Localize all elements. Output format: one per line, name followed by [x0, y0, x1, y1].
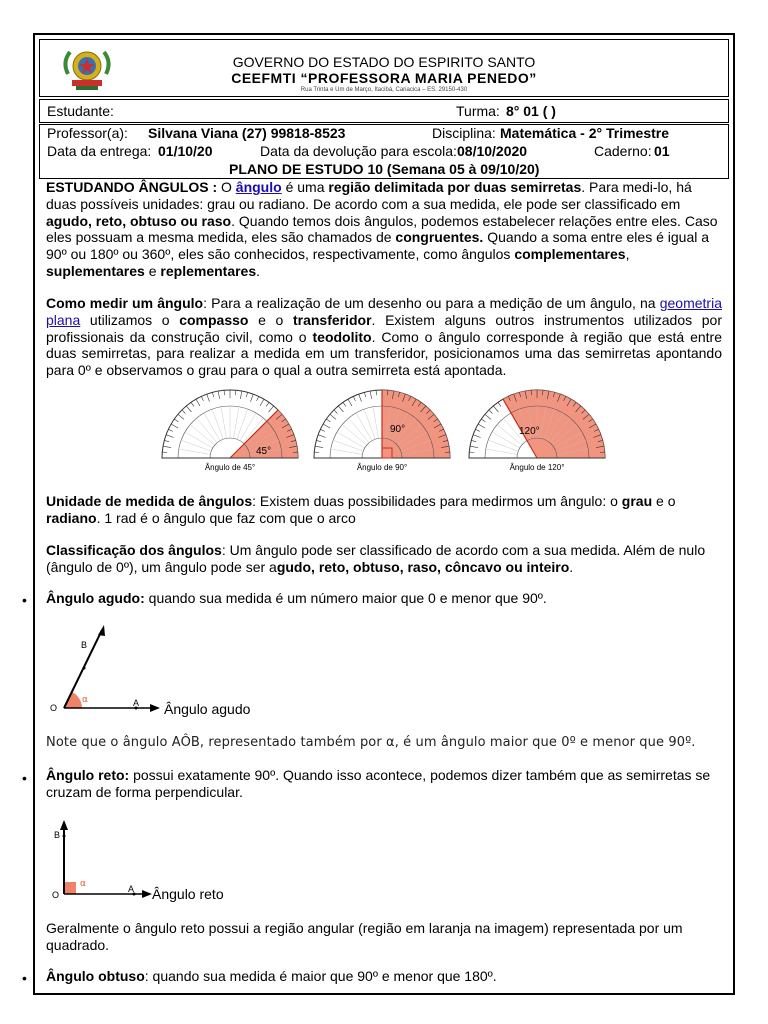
delivery-label: Data da entrega: [47, 143, 152, 159]
protractor-angle-label: 45° [256, 446, 272, 457]
protractor-caption: Ângulo de 90° [356, 463, 408, 472]
right-figure-label: Ângulo reto [152, 886, 224, 902]
protractor-3 [469, 390, 605, 472]
how-to-measure-paragraph: Como medir um ângulo: Para a realização de um desenho ou para a medição de um ângulo, na geometria plana utilizamos o compasso e o transferidor. Existem alguns outros instrumentos utilizados por profissionais da construção civil, como o teodolito. Como o ângulo corresponde à região que está entre duas semirretas, para realizar a medida em um transferidor, posicionamos uma das semirretas apontando para 0º e observamos o grau para o qual a outra semirreta está apontada. [46, 295, 722, 379]
protractor-angle-label: 90° [390, 424, 406, 435]
student-label: Estudante: [47, 103, 114, 119]
government-title: GOVERNO DO ESTADO DO ESPIRITO SANTO [232, 54, 536, 70]
angle-link[interactable]: ângulo [235, 179, 282, 195]
protractor-angle-label: 120° [519, 426, 540, 437]
right-paragraph: Ângulo reto: possui exatamente 90º. Quando isso acontece, podemos dizer também que as semirretas se cruzam de forma perpendicular. [46, 767, 711, 800]
acute-note: Note que o ângulo AÔB, representado também por α, é um ângulo maior que 0º e menor que 90º. [46, 735, 696, 750]
subject-label: Disciplina: [432, 125, 496, 141]
acute-angle-figure [44, 620, 174, 720]
return-label: Data da devolução para escola: [260, 143, 457, 159]
class-label: Turma: [456, 103, 500, 119]
return-value: 08/10/2020 [457, 143, 528, 159]
acute-paragraph: Ângulo agudo: quando sua medida é um número maior que 0 e menor que 90º. [46, 590, 547, 606]
label-a: A [133, 698, 140, 708]
acute-figure-label: Ângulo agudo [164, 701, 251, 717]
bullet-icon: • [22, 770, 27, 786]
delivery-value: 01/10/20 [158, 143, 213, 159]
notebook-value: 01 [654, 143, 670, 159]
plan-title: PLANO DE ESTUDO 10 (Semana 05 à 09/10/20) [229, 161, 540, 177]
classification-paragraph: Classificação dos ângulos: Um ângulo pode ser classificado de acordo com a sua medida. Além de nulo (ângulo de 0º), um ângulo pode ser agudo, reto, obtuso, raso, côncavo ou inteiro. [46, 542, 706, 575]
right-angle-figure [44, 818, 164, 902]
protractor-figures [150, 388, 620, 476]
obtuse-paragraph: Ângulo obtuso: quando sua medida é maior que 90º e menor que 180º. [46, 968, 497, 984]
school-name: CEEFMTI “PROFESSORA MARIA PENEDO” [231, 70, 537, 86]
subject-value: Matemática - 2° Trimestre [500, 125, 670, 141]
intro-paragraph: ESTUDANDO ÂNGULOS : O ângulo é uma região delimitada por duas semirretas. Para medi-lo, há duas possíveis unidades: grau ou radiano. De acordo com a sua medida, ele pode ser classificado em agudo, reto, obtuso ou raso. Quando temos dois ângulos, podemos estabelecer relações entre eles. Caso eles possuam a mesma medida, eles são chamados de congruentes. Quando a soma entre eles é igual a 90º ou 180º ou 360º, eles são conhecidos, respectivamente, como ângulos complementares, suplementares e replementares. [46, 179, 718, 279]
teacher-block [39, 124, 729, 179]
teacher-label: Professor(a): [47, 125, 128, 141]
protractor-1 [162, 390, 298, 472]
label-alpha: α [80, 879, 86, 889]
protractor-2 [314, 390, 450, 472]
school-address: Rua Trinta e Um de Março, Itacibá, Cariacica – ES. 29150-430 [300, 87, 468, 93]
notebook-label: Caderno: [594, 143, 652, 159]
intro-heading: ESTUDANDO ÂNGULOS : [46, 179, 218, 195]
protractor-caption: Ângulo de 45° [204, 463, 256, 472]
classification-heading: Classificação dos ângulos [46, 542, 222, 558]
student-row [39, 99, 729, 123]
label-o: O [52, 890, 60, 900]
protractor-caption: Ângulo de 120° [509, 463, 565, 472]
plane-geometry-link[interactable]: geometria plana [46, 295, 722, 328]
how-to-measure-heading: Como medir um ângulo [46, 295, 204, 311]
right-note: Geralmente o ângulo reto possui a região angular (região em laranja na imagem) representada por um quadrado. [46, 920, 683, 953]
teacher-value: Silvana Viana (27) 99818-8523 [148, 125, 346, 141]
label-o: O [50, 703, 58, 713]
bullet-icon: • [22, 592, 27, 608]
bullet-icon: • [22, 970, 27, 986]
label-alpha: α [82, 695, 88, 705]
class-value: 8° 01 ( ) [506, 103, 556, 119]
label-b: B [81, 640, 88, 650]
unit-heading: Unidade de medida de ângulos [46, 493, 253, 509]
unit-paragraph: Unidade de medida de ângulos: Existem duas possibilidades para medirmos um ângulo: o grau e o radiano. 1 rad é o ângulo que faz com que o arco [46, 493, 676, 526]
label-b: B [54, 830, 61, 840]
label-a: A [128, 884, 135, 894]
